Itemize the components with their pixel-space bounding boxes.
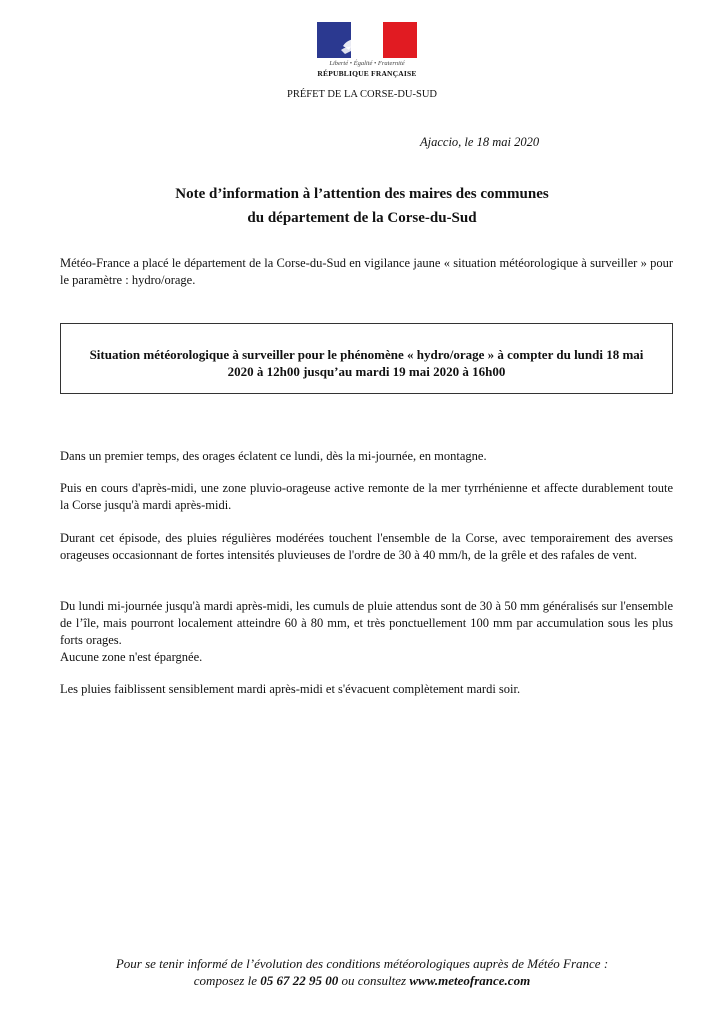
title-line-1: Note d’information à l’attention des maires des communes bbox=[175, 186, 549, 202]
intro-paragraph: Météo-France a placé le département de la Corse-du-Sud en vigilance jaune « situation météorologique à surveiller » pour le paramètre : hydro/orage. bbox=[60, 256, 673, 287]
body-paragraph: Aucune zone n'est épargnée. bbox=[60, 650, 203, 664]
body-paragraph: Durant cet épisode, des pluies régulières modérées touchent l'ensemble de la Corse, avec temporairement des averses orageuses occasionnant de fortes intensités pluvieuses de l'ordre de 30 à 40 mm/h, de la grêle et des rafales de vent. bbox=[60, 531, 673, 562]
footer-line-2 bbox=[0, 972, 724, 989]
republic-name: RÉPUBLIQUE FRANÇAISE bbox=[317, 69, 417, 78]
footer-middle: ou consultez bbox=[341, 973, 407, 988]
footer-line-1: Pour se tenir informé de l’évolution des conditions météorologiques auprès de Météo France : bbox=[115, 956, 609, 971]
footer-website-link[interactable]: www.meteofrance.com bbox=[409, 973, 531, 988]
date-line: Ajaccio, le 18 mai 2020 bbox=[420, 135, 540, 149]
alert-box bbox=[60, 323, 673, 394]
republique-francaise-logo bbox=[317, 22, 417, 80]
republic-motto: Liberté • Égalité • Fraternité bbox=[329, 60, 405, 67]
footer-phone: 05 67 22 95 00 bbox=[260, 973, 339, 988]
body-paragraph: Dans un premier temps, des orages éclatent ce lundi, dès la mi-journée, en montagne. bbox=[60, 449, 487, 463]
alert-line-1: Situation météorologique à surveiller pour le phénomène « hydro/orage » à compter du lundi 18 mai bbox=[89, 347, 644, 362]
footer-prefix: composez le bbox=[193, 973, 257, 988]
marianne-icon bbox=[337, 24, 385, 58]
body-paragraph: Les pluies faiblissent sensiblement mardi après-midi et s'évacuent complètement mardi soir. bbox=[60, 682, 521, 696]
document-title bbox=[0, 182, 724, 230]
flag-red-band bbox=[383, 22, 417, 58]
alert-box-text bbox=[61, 346, 672, 380]
alert-line-2: 2020 à 12h00 jusqu’au mardi 19 mai 2020 à 16h00 bbox=[227, 364, 506, 379]
title-line-2: du département de la Corse-du-Sud bbox=[247, 210, 477, 226]
footer-note bbox=[0, 955, 724, 989]
body-paragraph: Du lundi mi-journée jusqu'à mardi après-midi, les cumuls de pluie attendus sont de 30 à 50 mm généralisés sur l'ensemble de l’île, mais pourront localement atteindre 60 à 80 mm, et très ponctuellement 100 mm par accumulation sous les plus forts orages. bbox=[60, 599, 673, 647]
prefecture-name: PRÉFET DE LA CORSE-DU-SUD bbox=[286, 89, 438, 100]
body-paragraph: Puis en cours d'après-midi, une zone pluvio-orageuse active remonte de la mer tyrrhénienne et affecte durablement toute la Corse jusqu'à mardi après-midi. bbox=[60, 481, 673, 512]
